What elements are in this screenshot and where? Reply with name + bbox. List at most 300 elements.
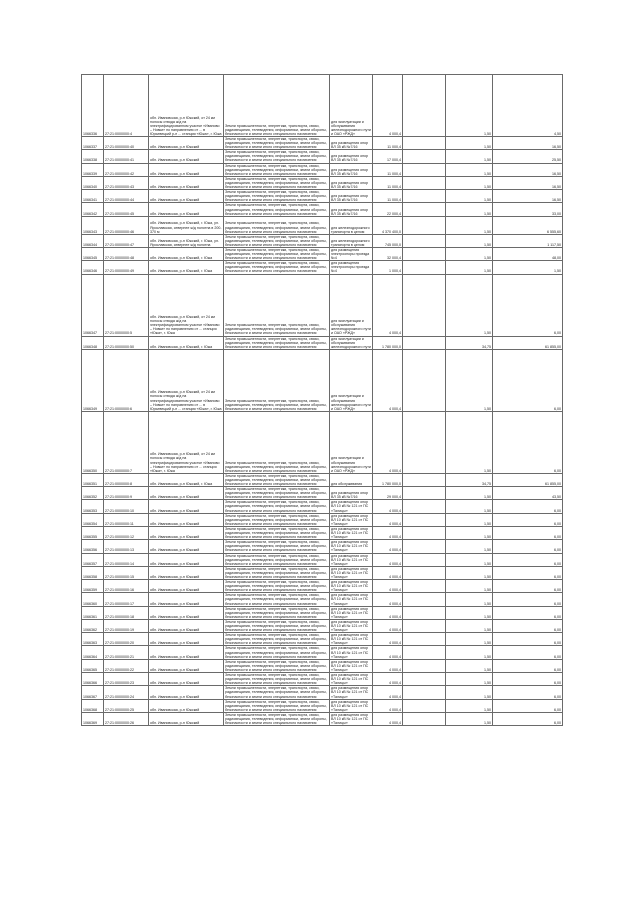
table-row	[82, 163, 563, 176]
cell-num: 1066365	[82, 659, 104, 672]
cell-tax: 61 855,00	[493, 473, 563, 486]
cell-tax: 4,50	[493, 75, 563, 137]
cell-rate: 1,50	[446, 190, 493, 203]
cell-rate: 1,50	[446, 261, 493, 274]
cell-rate: 1,50	[446, 566, 493, 579]
cell-cadastral: 27:21:0000000:26	[104, 712, 149, 725]
cell-rate: 1,50	[446, 526, 493, 539]
cell-purpose: для эксплуатации и обслуживания железнодорожного пути	[331, 336, 371, 349]
table-body	[82, 75, 563, 726]
table-row	[82, 513, 563, 526]
cell-num: 1066344	[82, 234, 104, 247]
cell-tax: 6,00	[493, 619, 563, 632]
cell-rate: 1,50	[446, 274, 493, 336]
cell-num: 1066346	[82, 261, 104, 274]
cell-rate: 1,50	[446, 619, 493, 632]
cell-purpose: для размещения опор ВЛ 10 кВ № 121 от ПС «Талицы»	[330, 566, 373, 579]
table-row	[82, 247, 563, 260]
cell-rate: 1,50	[446, 659, 493, 672]
cell-purpose: для размещения опор ВЛ 10 кВ № 121 от ПС «Талицы»	[330, 593, 373, 606]
cell-rate: 1,50	[446, 553, 493, 566]
cell-mark	[403, 349, 446, 411]
cell-mark	[403, 75, 446, 137]
cell-tax: 6,00	[493, 580, 563, 593]
cell-category: Земли промышленности, энергетики, транспорта, связи, радиовещания, телевидения, информатики, земли обороны, безопасности и земли иного специального назначения	[224, 566, 330, 579]
cell-area: 4 000,4	[373, 526, 403, 539]
cell-mark	[403, 261, 446, 274]
cell-address: обл. Ивановская, р-н Южский	[149, 659, 224, 672]
cell-address: обл. Ивановская, р-н Южский	[149, 190, 224, 203]
cell-mark	[403, 513, 446, 526]
cell-address: обл. Ивановская, р-н Южский	[149, 513, 224, 526]
cell-cadastral: 27:21:0000000:42	[104, 163, 149, 176]
cell-mark	[403, 473, 446, 486]
cell-area: 4 000,4	[373, 673, 403, 686]
cell-cadastral: 27:21:0000000:12	[104, 526, 149, 539]
cell-category: Земли промышленности, энергетики, транспорта, связи, радиовещания, телевидения, информатики, земли обороны, безопасности и земли иного специального назначения	[224, 646, 330, 659]
cell-tax: 6,00	[493, 274, 563, 336]
cell-num: 1066347	[82, 274, 104, 336]
cell-mark	[403, 216, 446, 234]
cell-mark	[403, 336, 446, 349]
cell-cadastral: 27:21:0000000:18	[104, 606, 149, 619]
cell-area: 4 000,4	[373, 500, 403, 513]
cell-tax: 25,50	[493, 150, 563, 163]
cell-mark	[403, 712, 446, 725]
cell-rate: 1,50	[446, 75, 493, 137]
table-row	[82, 633, 563, 646]
cell-area: 4 000,4	[373, 349, 403, 411]
cell-rate: 1,50	[446, 203, 493, 216]
cell-address: обл. Ивановская, р-н Южский	[149, 712, 224, 725]
table-row	[82, 487, 563, 500]
cell-area: 4 000,4	[373, 540, 403, 553]
cell-address: обл. Ивановская, р-н Южский	[149, 203, 224, 216]
cell-purpose: для размещения опор ВЛ 10 кВ № 121 от ПС «Талицы»	[330, 619, 373, 632]
cell-mark	[403, 566, 446, 579]
cell-mark	[403, 487, 446, 500]
cell-purpose: для размещения опор ВЛ 35 кВ №7/16	[330, 190, 373, 203]
cell-cadastral: 27:21:0000000:45	[104, 203, 149, 216]
cell-category: Земли промышленности, энергетики, транспорта, связи, радиовещания, телевидения, информатики, земли обороны, безопасности и земли иного специального назначения	[224, 500, 330, 513]
cell-cadastral: 27:21:0000000:21	[104, 646, 149, 659]
cell-address: обл. Ивановская, р-н Южский	[149, 526, 224, 539]
cell-category: Земли промышленности, энергетики, транспорта, связи, радиовещания, телевидения, информатики, земли обороны, безопасности и земли иного специального назначения	[224, 619, 330, 632]
cell-category: Земли промышленности, энергетики, транспорта, связи, радиовещания, телевидения, информатики, земли обороны, безопасности и земли иного специального назначения	[224, 686, 330, 699]
cell-address: обл. Ивановская, р-н Южский, г. Южа	[149, 336, 224, 349]
cell-area: 4 000,4	[373, 606, 403, 619]
cell-purpose: для размещения опор ВЛ 35 кВ №7/16	[330, 176, 373, 189]
table-row	[82, 473, 563, 486]
cell-mark	[403, 247, 446, 260]
cell-tax: 6,00	[493, 633, 563, 646]
cell-tax: 33,00	[493, 203, 563, 216]
cell-cadastral: 27:21:0000000:44	[104, 190, 149, 203]
cell-purpose: для размещения электроопоры проезда №4	[330, 247, 373, 260]
cell-purpose: для размещения опор ВЛ 35 кВ №7/16	[330, 203, 373, 216]
cell-mark	[403, 619, 446, 632]
cell-address: обл. Ивановская, р-н Южский, г. Южа	[149, 261, 224, 274]
cell-tax: 48,00	[493, 247, 563, 260]
table-row	[82, 176, 563, 189]
table-row	[82, 203, 563, 216]
cell-mark	[403, 606, 446, 619]
cell-mark	[403, 540, 446, 553]
cell-tax: 1,50	[493, 261, 563, 274]
cell-area: 17 000,4	[373, 150, 403, 163]
table-row	[82, 540, 563, 553]
cell-rate: 1,50	[446, 176, 493, 189]
cell-num: 1066349	[82, 349, 104, 411]
cell-mark	[403, 500, 446, 513]
cell-rate: 1,50	[446, 216, 493, 234]
cell-cadastral: 27:21:0000000:11	[104, 513, 149, 526]
cell-area: 4 000,4	[373, 553, 403, 566]
cell-address: обл. Ивановская, р-н Южский	[149, 699, 224, 712]
cell-area: 4 000,4	[373, 411, 403, 473]
cell-cadastral: 27:21:0000000:43	[104, 176, 149, 189]
cell-num: 1066354	[82, 513, 104, 526]
cell-purpose: для размещения опор ВЛ 10 кВ № 121 от ПС «Талицы»	[330, 686, 373, 699]
cell-num: 1066363	[82, 633, 104, 646]
cell-address: обл. Ивановская, р-н Южский, г. Южа, ул. Ярославская, севернее ж/д полотна в 200-370 м	[149, 216, 224, 234]
cell-area: 4 000,4	[373, 513, 403, 526]
cell-address: обл. Ивановская, р-н Южский	[149, 150, 224, 163]
cell-area: 4 000,4	[373, 633, 403, 646]
cell-cadastral: 27:21:0000000:48	[104, 247, 149, 260]
cell-area: 4 370 400,0	[373, 216, 403, 234]
cell-num: 1066362	[82, 619, 104, 632]
cell-tax: 6,00	[493, 500, 563, 513]
cell-mark	[403, 646, 446, 659]
cell-address: обл. Ивановская, р-н Южский	[149, 580, 224, 593]
cell-mark	[403, 137, 446, 150]
cell-cadastral: 27:21:0000000:7	[104, 411, 149, 473]
cell-rate: 1,50	[446, 686, 493, 699]
cell-address: обл. Ивановская, р-н Южский	[149, 673, 224, 686]
cell-tax: 43,50	[493, 487, 563, 500]
cell-tax: 6,00	[493, 686, 563, 699]
cell-address: обл. Ивановская, р-н Южский	[149, 553, 224, 566]
cell-category: Земли промышленности, энергетики, транспорта, связи, радиовещания, телевидения, информатики, земли обороны, безопасности и земли иного специального назначения	[224, 150, 330, 163]
table-row	[82, 526, 563, 539]
table-row	[82, 411, 563, 473]
table-row	[82, 216, 563, 234]
cell-cadastral: 27:21:0000000:5	[104, 274, 149, 336]
cell-cadastral: 27:21:0000000:23	[104, 673, 149, 686]
cell-address: обл. Ивановская, р-н Южский	[149, 137, 224, 150]
cell-address: обл. Ивановская, р-н Южский	[149, 540, 224, 553]
cell-purpose: для размещения опор ВЛ 10 кВ № 121 от ПС «Талицы»	[330, 712, 373, 725]
cell-address: обл. Ивановская, р-н Южский, г. Южа	[149, 247, 224, 260]
cell-num: 1066339	[82, 163, 104, 176]
cell-area: 4 000,4	[373, 699, 403, 712]
cell-rate: 1,50	[446, 606, 493, 619]
cell-cadastral: 27:21:0000000:15	[104, 566, 149, 579]
cell-mark	[403, 234, 446, 247]
table-row	[82, 580, 563, 593]
cell-tax: 1 117,50	[493, 234, 563, 247]
cell-category: Земли промышленности, энергетики, транспорта, связи, радиовещания, телевидения, информатики, земли обороны, безопасности и земли иного специального назначения	[224, 137, 330, 150]
cell-mark	[403, 699, 446, 712]
cell-purpose: для размещения опор ВЛ 10 кВ № 121 от ПС «Талицы»	[330, 673, 373, 686]
cell-tax: 16,50	[493, 137, 563, 150]
cell-area: 1 780 000,0	[373, 336, 403, 349]
cell-num: 1066348	[82, 336, 104, 349]
cell-num: 1066340	[82, 176, 104, 189]
cell-category: Земли промышленности, энергетики, транспорта, связи, радиовещания, телевидения, информатики, земли обороны, безопасности и земли иного специального назначения	[224, 473, 330, 486]
cell-tax: 6,00	[493, 566, 563, 579]
cell-num: 1066368	[82, 699, 104, 712]
table-row	[82, 699, 563, 712]
table-row	[82, 606, 563, 619]
cell-mark	[403, 593, 446, 606]
cell-address: обл. Ивановская, р-н Южский	[149, 646, 224, 659]
cell-category: Земли промышленности, энергетики, транспорта, связи, радиовещания, телевидения, информатики, земли обороны, безопасности и земли иного специального назначения	[224, 593, 330, 606]
cell-num: 1066343	[82, 216, 104, 234]
cell-purpose: для размещения опор ВЛ 35 кВ №7/16	[330, 163, 373, 176]
cell-tax: 6,00	[493, 411, 563, 473]
cell-num: 1066360	[82, 593, 104, 606]
cell-purpose: для размещения опор ВЛ 10 кВ № 121 от ПС «Талицы»	[330, 606, 373, 619]
table-row	[82, 349, 563, 411]
cell-purpose: для размещения опор ВЛ 35 кВ №7/16	[330, 137, 373, 150]
cell-tax: 6,00	[493, 659, 563, 672]
cell-rate: 1,50	[446, 699, 493, 712]
cell-category: Земли промышленности, энергетики, транспорта, связи, радиовещания, телевидения, информатики, земли обороны, безопасности и земли иного специального назначения	[224, 633, 330, 646]
cell-address: обл. Ивановская, р-н Южский, от 24 км полосы отвода ж/д на электрифицированном участке «Иваново – Новки» по направлению от ... станция «Южа», г. Южа	[149, 411, 224, 473]
cell-address: обл. Ивановская, р-н Южский	[149, 566, 224, 579]
cell-mark	[403, 633, 446, 646]
table-row	[82, 659, 563, 672]
cell-cadastral: 27:21:0000000:46	[104, 216, 149, 234]
cell-purpose: для размещения опор ВЛ 35 кВ №7/16	[330, 487, 373, 500]
cell-address: обл. Ивановская, р-н Южский	[149, 163, 224, 176]
cell-rate: 1,50	[446, 137, 493, 150]
cell-tax: 6,00	[493, 513, 563, 526]
cell-mark	[403, 190, 446, 203]
cell-rate: 1,50	[446, 540, 493, 553]
cell-num: 1066353	[82, 500, 104, 513]
table-row	[82, 646, 563, 659]
cell-num: 1066358	[82, 566, 104, 579]
cell-purpose: для размещения опор ВЛ 10 кВ № 121 от ПС «Талицы»	[330, 646, 373, 659]
cell-num: 1066337	[82, 137, 104, 150]
cell-address: обл. Ивановская, р-н Южский	[149, 633, 224, 646]
cell-purpose: для размещения опор ВЛ 10 кВ № 121 от ПС «Талицы»	[330, 633, 373, 646]
cell-address: обл. Ивановская, р-н Южский	[149, 593, 224, 606]
cell-address: обл. Ивановская, р-н Южский	[149, 500, 224, 513]
table-row	[82, 150, 563, 163]
cell-category: Земли промышленности, энергетики, транспорта, связи, радиовещания, телевидения, информатики, земли обороны, безопасности и земли иного специального назначения	[224, 75, 330, 137]
cell-mark	[403, 176, 446, 189]
cell-area: 4 000,4	[373, 75, 403, 137]
cell-cadastral: 27:21:0000000:50	[104, 336, 149, 349]
cell-purpose: для эксплуатации и обслуживания железнодорожного пути и ОАО «РЖД»	[330, 411, 373, 473]
cell-tax: 6,00	[493, 699, 563, 712]
cell-cadastral: 27:21:0000000:9	[104, 487, 149, 500]
cell-num: 1066361	[82, 606, 104, 619]
cell-num: 1066356	[82, 540, 104, 553]
cell-area: 4 000,4	[373, 580, 403, 593]
table-row	[82, 137, 563, 150]
cell-category: Земли промышленности, энергетики, транспорта, связи, радиовещания, телевидения, информатики, земли обороны, безопасности и земли иного специального назначения	[224, 203, 330, 216]
cell-address: обл. Ивановская, р-н Южский	[149, 686, 224, 699]
cell-purpose: для обслуживания	[330, 473, 373, 486]
cell-mark	[403, 673, 446, 686]
cell-cadastral: 27:21:0000000:25	[104, 699, 149, 712]
cell-category: Земли промышленности, энергетики, транспорта, связи, радиовещания, телевидения, информатики, земли обороны, безопасности и земли иного специального назначения	[224, 526, 330, 539]
cell-category: Земли промышленности, энергетики, транспорта, связи, радиовещания, телевидения, информатики, земли обороны, безопасности и земли иного специального назначения	[224, 247, 330, 260]
cell-category: Земли промышленности, энергетики, транспорта, связи, радиовещания, телевидения, информатики, земли обороны, безопасности и земли иного специального назначения	[224, 336, 330, 349]
cell-category: Земли промышленности, энергетики, транспорта, связи, радиовещания, телевидения, информатики, земли обороны, безопасности и земли иного специального назначения	[224, 580, 330, 593]
table-row	[82, 686, 563, 699]
cell-rate: 1,50	[446, 349, 493, 411]
cell-category: Земли промышленности, энергетики, транспорта, связи, радиовещания, телевидения, информатики, земли обороны, безопасности и земли иного специального назначения	[224, 553, 330, 566]
cell-tax: 61 855,00	[493, 336, 563, 349]
cell-rate: 1,50	[446, 646, 493, 659]
cell-rate: 1,50	[446, 593, 493, 606]
cell-tax: 6,00	[493, 349, 563, 411]
cell-cadastral: 27:21:0000000:22	[104, 659, 149, 672]
cell-num: 1066357	[82, 553, 104, 566]
cell-mark	[403, 553, 446, 566]
cell-area: 4 000,4	[373, 619, 403, 632]
cell-rate: 34,75	[446, 336, 493, 349]
cell-cadastral: 27:21:0000000:47	[104, 234, 149, 247]
cell-address: обл. Ивановская, р-н Южский, г. Южа	[149, 473, 224, 486]
cell-tax: 6,00	[493, 526, 563, 539]
table-row	[82, 712, 563, 725]
cell-cadastral: 27:21:0000000:17	[104, 593, 149, 606]
cell-purpose: для размещения опор ВЛ 35 кВ №7/16	[330, 150, 373, 163]
cell-num: 1066350	[82, 411, 104, 473]
cell-area: 11 000,4	[373, 176, 403, 189]
cell-tax: 6,00	[493, 673, 563, 686]
cell-purpose: для железнодорожного транспорта в целом	[330, 216, 373, 234]
cell-num: 1066364	[82, 646, 104, 659]
cell-area: 11 000,4	[373, 190, 403, 203]
cell-category: Земли промышленности, энергетики, транспорта, связи, радиовещания, телевидения, информатики, земли обороны, безопасности и земли иного специального назначения	[224, 411, 330, 473]
cell-mark	[403, 411, 446, 473]
cell-area: 1 000,4	[373, 261, 403, 274]
cell-address: обл. Ивановская, р-н Южский, от 24 км полосы отвода ж/д на электрифицированном участке «Иваново – Новки» по направлению от ... в Юрьевецкий р-н ... станция «Южа», г. Южа	[149, 349, 224, 411]
cell-category: Земли промышленности, энергетики, транспорта, связи, радиовещания, телевидения, информатики, земли обороны, безопасности и земли иного специального назначения	[224, 261, 330, 274]
cell-rate: 1,50	[446, 234, 493, 247]
cell-area: 4 000,4	[373, 659, 403, 672]
cell-mark	[403, 580, 446, 593]
cell-category: Земли промышленности, энергетики, транспорта, связи, радиовещания, телевидения, информатики, земли обороны, безопасности и земли иного специального назначения	[224, 513, 330, 526]
cell-cadastral: 27:21:0000000:13	[104, 540, 149, 553]
cell-mark	[403, 163, 446, 176]
cell-address: обл. Ивановская, р-н Южский	[149, 606, 224, 619]
cell-purpose: для размещения опор ВЛ 10 кВ № 121 от ПС «Талицы»	[330, 553, 373, 566]
cell-num: 1066367	[82, 686, 104, 699]
cell-tax: 6,00	[493, 553, 563, 566]
cell-num: 1066336	[82, 75, 104, 137]
cell-area: 4 000,4	[373, 593, 403, 606]
cell-cadastral: 27:21:0000000:41	[104, 150, 149, 163]
cell-num: 1066352	[82, 487, 104, 500]
cell-rate: 1,50	[446, 411, 493, 473]
cell-category: Земли промышленности, энергетики, транспорта, связи, радиовещания, телевидения, информатики, земли обороны, безопасности и земли иного специального назначения	[224, 540, 330, 553]
cell-num: 1066355	[82, 526, 104, 539]
cell-cadastral: 27:21:0000000:20	[104, 633, 149, 646]
cell-purpose: для размещения опор ВЛ 10 кВ № 121 от ПС «Талицы»	[330, 500, 373, 513]
cell-area: 4 000,4	[373, 712, 403, 725]
cell-area: 22 000,4	[373, 203, 403, 216]
cell-mark	[403, 659, 446, 672]
cell-tax: 16,50	[493, 190, 563, 203]
table-row	[82, 274, 563, 336]
cell-address: обл. Ивановская, р-н Южский	[149, 619, 224, 632]
cell-rate: 1,50	[446, 247, 493, 260]
cell-rate: 1,50	[446, 673, 493, 686]
cell-purpose: для размещения опор ВЛ 10 кВ № 121 от ПС «Талицы»	[330, 659, 373, 672]
cell-tax: 16,50	[493, 163, 563, 176]
table-row	[82, 673, 563, 686]
cell-category: Земли промышленности, энергетики, транспорта, связи, радиовещания, телевидения, информатики, земли обороны, безопасности и земли иного специального назначения	[224, 659, 330, 672]
cell-mark	[403, 686, 446, 699]
cell-cadastral: 27:21:0000000:16	[104, 580, 149, 593]
cell-rate: 1,50	[446, 500, 493, 513]
cell-cadastral: 27:21:0000000:10	[104, 500, 149, 513]
cell-tax: 6,00	[493, 712, 563, 725]
cell-area: 4 000,4	[373, 646, 403, 659]
cell-num: 1066338	[82, 150, 104, 163]
cell-num: 1066345	[82, 247, 104, 260]
cell-num: 1066351	[82, 473, 104, 486]
cell-num: 1066359	[82, 580, 104, 593]
cell-tax: 6,00	[493, 646, 563, 659]
cell-category: Земли промышленности, энергетики, транспорта, связи, радиовещания, телевидения, информатики, земли обороны, безопасности и земли иного специального назначения	[224, 699, 330, 712]
cell-tax: 6,00	[493, 540, 563, 553]
cell-category: Земли промышленности, энергетики, транспорта, связи, радиовещания, телевидения, информатики, земли обороны, безопасности и земли иного специального назначения	[224, 673, 330, 686]
cell-tax: 6,00	[493, 606, 563, 619]
table-row	[82, 500, 563, 513]
cell-area: 29 000,4	[373, 487, 403, 500]
cell-cadastral: 27:21:0000000:4	[104, 75, 149, 137]
cell-area: 1 780 000,0	[373, 473, 403, 486]
cell-area: 745 000,0	[373, 234, 403, 247]
cell-cadastral: 27:21:0000000:19	[104, 619, 149, 632]
cell-category: Земли промышленности, энергетики, транспорта, связи, радиовещания, телевидения, информатики, земли обороны, безопасности и земли иного специального назначения	[224, 606, 330, 619]
cell-category: Земли промышленности, энергетики, транспорта, связи, радиовещания, телевидения, информатики, земли обороны, безопасности и земли иного специального назначения	[224, 216, 330, 234]
table-row	[82, 593, 563, 606]
cell-purpose: для размещения опор ВЛ 10 кВ № 121 от ПС «Талицы»	[330, 513, 373, 526]
cell-category: Земли промышленности, энергетики, транспорта, связи, радиовещания, телевидения, информатики, земли обороны, безопасности и земли иного специального назначения	[224, 712, 330, 725]
cell-num: 1066369	[82, 712, 104, 725]
cell-address: обл. Ивановская, р-н Южский, от 24 км полосы отвода ж/д на электрифицированном участке «Иваново – Новки» по направлению от ... в Юрьевецкий р-н ... станция «Южа», г. Южа	[149, 75, 224, 137]
cell-area: 32 000,4	[373, 247, 403, 260]
cell-area: 4 000,4	[373, 686, 403, 699]
cell-num: 1066366	[82, 673, 104, 686]
table-row	[82, 190, 563, 203]
cell-category: Земли промышленности, энергетики, транспорта, связи, радиовещания, телевидения, информатики, земли обороны, безопасности и земли иного специального назначения	[224, 274, 330, 336]
cell-rate: 1,50	[446, 150, 493, 163]
cell-area: 4 000,4	[373, 566, 403, 579]
table-row	[82, 261, 563, 274]
table-row	[82, 566, 563, 579]
cell-category: Земли промышленности, энергетики, транспорта, связи, радиовещания, телевидения, информатики, земли обороны, безопасности и земли иного специального назначения	[224, 487, 330, 500]
cell-rate: 1,50	[446, 487, 493, 500]
cell-mark	[403, 274, 446, 336]
cell-rate: 1,50	[446, 513, 493, 526]
cell-rate: 1,50	[446, 163, 493, 176]
table-row	[82, 336, 563, 349]
cell-rate: 34,75	[446, 473, 493, 486]
cell-purpose: для размещения электроопоры проезда №4	[330, 261, 373, 274]
